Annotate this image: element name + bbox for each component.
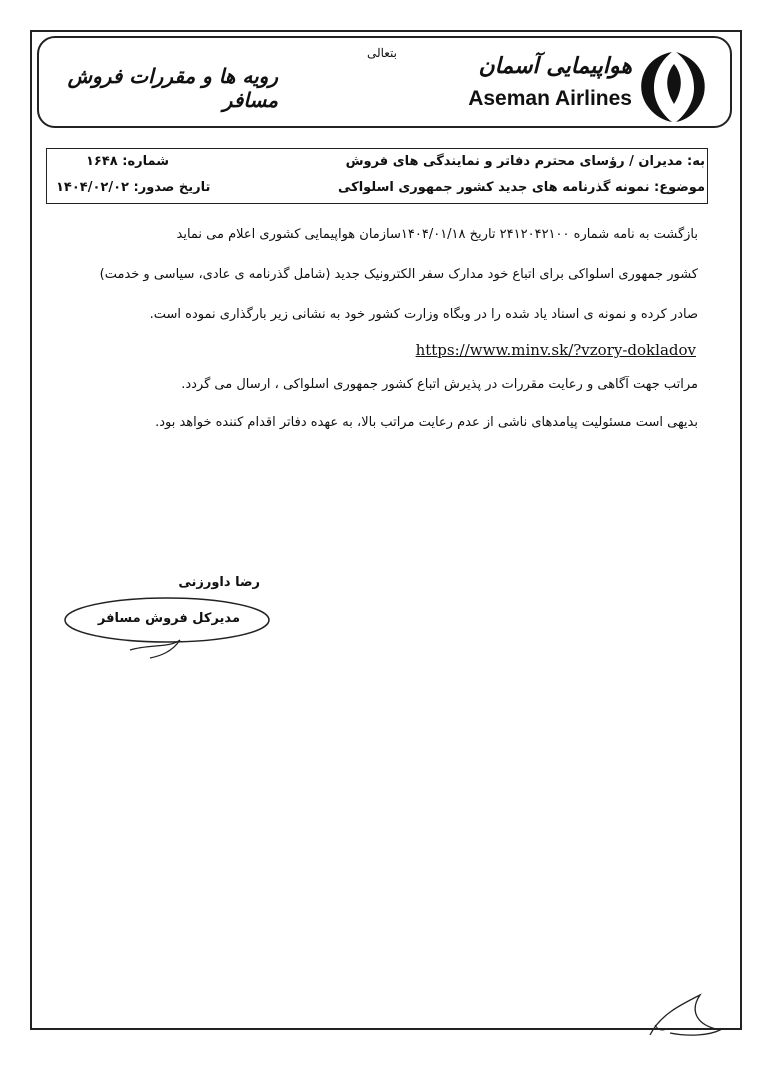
issue-date: تاریخ صدور: ۱۴۰۴/۰۲/۰۲ (56, 180, 211, 195)
body-paragraph-line-3: صادر کرده و نمونه ی اسناد یاد شده را در وبگاه وزارت کشور خود به نشانی زیر بارگذاری نموده است. (149, 307, 698, 322)
airline-name-persian: هواپیمایی آسمان (478, 54, 632, 79)
airline-logo-icon (632, 44, 714, 124)
ministry-url-link[interactable]: https://www.minv.sk/?vzory-dokladov (415, 341, 696, 359)
signatory-title: مدیرکل فروش مسافر (97, 611, 240, 626)
handwritten-signature-icon (640, 985, 740, 1045)
letter-number: شماره: ۱۶۴۸ (86, 154, 170, 169)
subject-line: موضوع: نمونه گذرنامه های جدید کشور جمهوری اسلواکی (337, 180, 705, 195)
body-paragraph-line-1: بازگشت به نامه شماره ۲۴۱۲۰۴۲۱۰۰ تاریخ ۱۴۰۴/۰۱/۱۸سازمان هواپیمایی کشوری اعلام می نماید (176, 227, 698, 242)
body-paragraph-line-5: بدیهی است مسئولیت پیامدهای ناشی از عدم رعایت مراتب بالا، به عهده دفاتر اقدام کننده خواهد بود. (155, 415, 698, 430)
department-title: رویه ها و مقررات فروش مسافر (67, 64, 278, 112)
body-paragraph-line-4: مراتب جهت آگاهی و رعایت مقررات در پذیرش اتباع کشور جمهوری اسلواکی ، ارسال می گردد. (181, 377, 698, 392)
airline-name-english: Aseman Airlines (468, 87, 632, 110)
signatory-name: رضا داورزنی (178, 575, 260, 590)
signature-oval-icon (60, 592, 275, 662)
bismillah-heading: بتعالی (366, 46, 398, 60)
body-paragraph-line-2: کشور جمهوری اسلواکی برای اتباع خود مدارک سفر الکترونیک جدید (شامل گذرنامه ی عادی، سیاسی و خدمت) (99, 267, 698, 282)
recipient-line: به: مدیران / رؤسای محترم دفاتر و نمایندگی های فروش (345, 154, 705, 169)
